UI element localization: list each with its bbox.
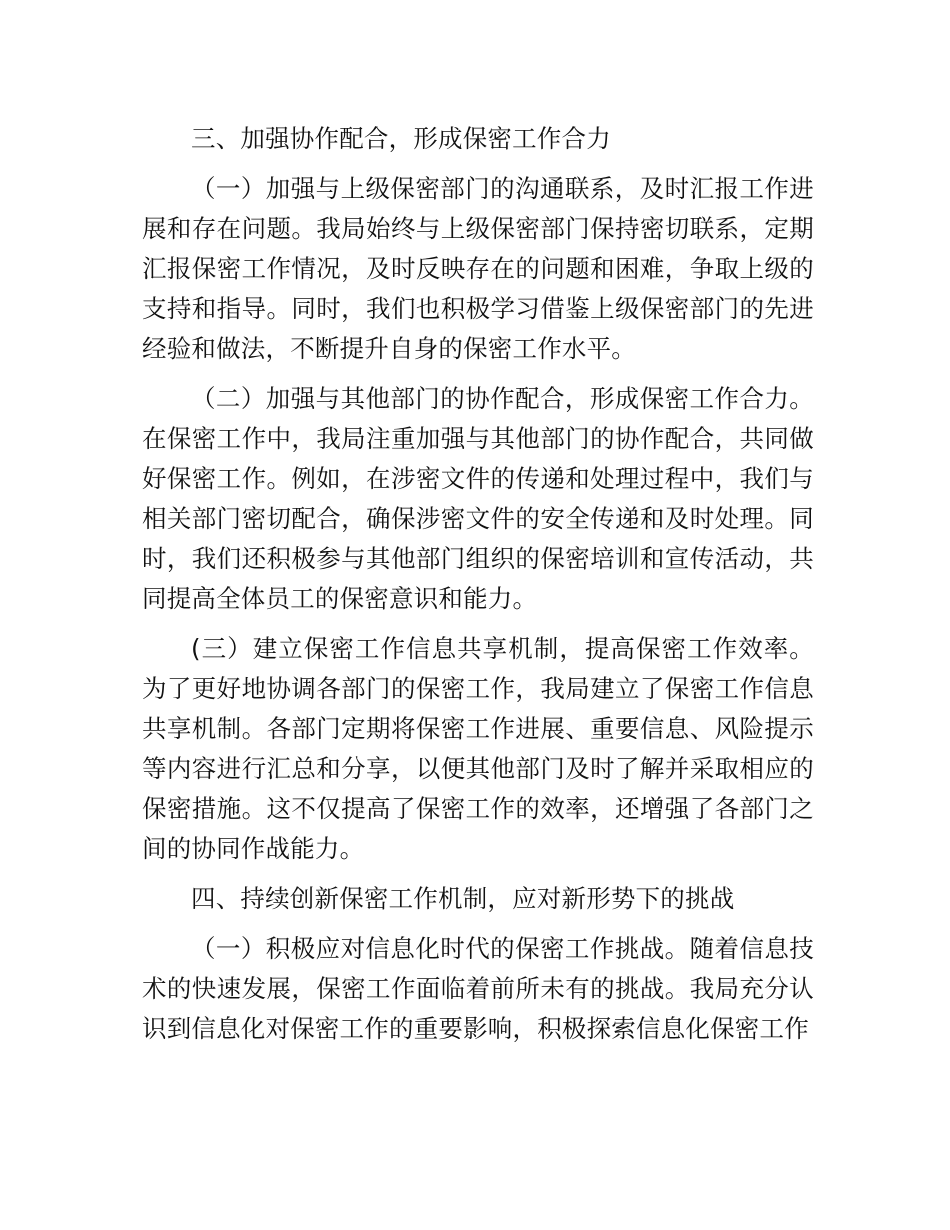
spacer: [142, 919, 814, 929]
spacer: [142, 869, 814, 879]
section-heading-3: 三、加强协作配合，形成保密工作合力: [191, 124, 611, 153]
spacer: [142, 159, 814, 169]
section-heading-4: 四、持续创新保密工作机制，应对新形势下的挑战: [191, 884, 735, 913]
paragraph-3-3: (三）建立保密工作信息共享机制，提高保密工作效率。为了更好地协调各部门的保密工作，我局建立了保密工作信息共享机制。各部门定期将保密工作进展、重要信息、风险提示等内容进行汇总和分享，以便其他部门及时了解并采取相应的保密措施。这不仅提高了保密工作的效率，还增强了各部门之间的协同作战能力。: [142, 634, 814, 863]
spacer: [142, 369, 814, 379]
spacer: [142, 619, 814, 629]
paragraph-4-1: （一）积极应对信息化时代的保密工作挑战。随着信息技术的快速发展，保密工作面临着前所未有的挑战。我局充分认识到信息化对保密工作的重要影响，积极探索信息化保密工作: [142, 934, 814, 1043]
paragraph-3-1: （一）加强与上级保密部门的沟通联系，及时汇报工作进展和存在问题。我局始终与上级保密部门保持密切联系，定期汇报保密工作情况，及时反映存在的问题和困难，争取上级的支持和指导。同时，我们也积极学习借鉴上级保密部门的先进经验和做法，不断提升自身的保密工作水平。: [142, 174, 814, 363]
document-body: [142, 119, 814, 1049]
paragraph-3-2: （二）加强与其他部门的协作配合，形成保密工作合力。在保密工作中，我局注重加强与其他部门的协作配合，共同做好保密工作。例如，在涉密文件的传递和处理过程中，我们与相关部门密切配合，确保涉密文件的安全传递和及时处理。同时，我们还积极参与其他部门组织的保密培训和宣传活动，共同提高全体员工的保密意识和能力。: [142, 384, 814, 613]
